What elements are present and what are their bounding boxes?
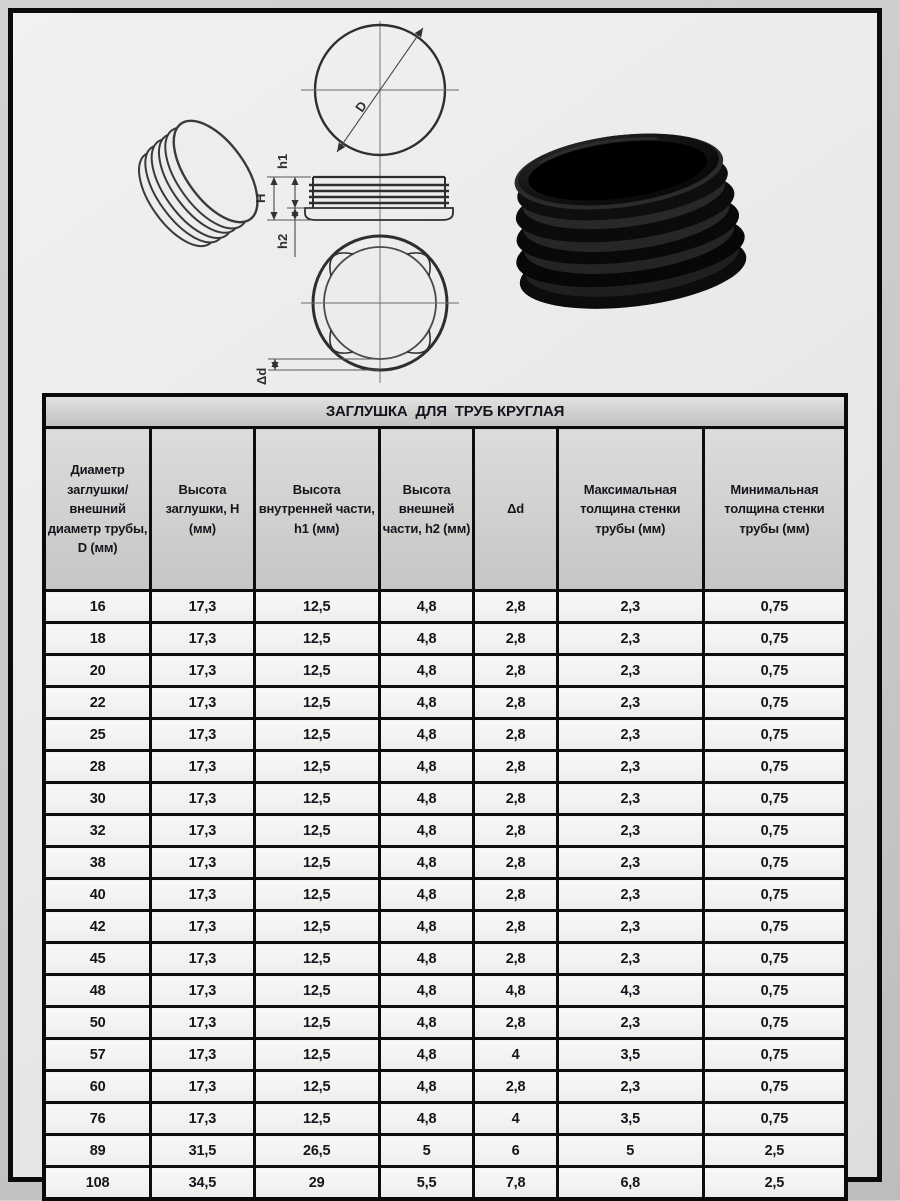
column-header: Максимальная толщина стенки трубы (мм) (557, 428, 703, 591)
table-row (44, 847, 846, 879)
table-cell: 3,5 (557, 1039, 703, 1071)
table-cell: 2,5 (703, 1135, 846, 1167)
table-row (44, 687, 846, 719)
table-cell: 16 (44, 591, 151, 623)
table-cell: 0,75 (703, 1007, 846, 1039)
table-cell: 12,5 (254, 975, 379, 1007)
table-cell: 4,8 (379, 815, 474, 847)
table-cell: 6 (474, 1135, 557, 1167)
table-body (44, 591, 846, 1200)
table-cell: 4,8 (379, 687, 474, 719)
table-cell: 4,8 (379, 1071, 474, 1103)
table-cell: 57 (44, 1039, 151, 1071)
table-cell: 4,8 (379, 623, 474, 655)
table-cell: 12,5 (254, 591, 379, 623)
table-cell: 0,75 (703, 847, 846, 879)
table-cell: 2,8 (474, 655, 557, 687)
table-row (44, 783, 846, 815)
table-cell: 2,3 (557, 847, 703, 879)
table-row (44, 975, 846, 1007)
table-cell: 4,8 (379, 655, 474, 687)
table-row (44, 655, 846, 687)
table-cell: 2,3 (557, 943, 703, 975)
table-cell: 4,8 (379, 1007, 474, 1039)
table-cell: 5 (557, 1135, 703, 1167)
table-cell: 5,5 (379, 1167, 474, 1200)
table-cell: 2,8 (474, 719, 557, 751)
table-cell: 2,3 (557, 783, 703, 815)
table-cell: 4,8 (474, 975, 557, 1007)
table-cell: 20 (44, 655, 151, 687)
table-cell: 12,5 (254, 623, 379, 655)
table-row (44, 1103, 846, 1135)
table-cell: 12,5 (254, 847, 379, 879)
table-cell: 25 (44, 719, 151, 751)
table-cell: 3,5 (557, 1103, 703, 1135)
table-cell: 0,75 (703, 623, 846, 655)
table-cell: 2,3 (557, 719, 703, 751)
table-cell: 18 (44, 623, 151, 655)
table-cell: 17,3 (151, 911, 254, 943)
table-cell: 4,8 (379, 847, 474, 879)
table-cell: 60 (44, 1071, 151, 1103)
table-cell: 12,5 (254, 1007, 379, 1039)
table-cell: 2,8 (474, 815, 557, 847)
table-cell: 0,75 (703, 591, 846, 623)
table-row (44, 1071, 846, 1103)
table-cell: 17,3 (151, 975, 254, 1007)
table-row (44, 943, 846, 975)
table-cell: 2,8 (474, 943, 557, 975)
table-cell: 2,8 (474, 623, 557, 655)
table-row (44, 1167, 846, 1200)
table-cell: 22 (44, 687, 151, 719)
table-cell: 2,8 (474, 879, 557, 911)
table-cell: 17,3 (151, 687, 254, 719)
table-cell: 12,5 (254, 751, 379, 783)
table-cell: 40 (44, 879, 151, 911)
table-cell: 4,8 (379, 975, 474, 1007)
table-cell: 31,5 (151, 1135, 254, 1167)
table-cell: 17,3 (151, 815, 254, 847)
table-row (44, 1135, 846, 1167)
table-row (44, 591, 846, 623)
table-cell: 17,3 (151, 623, 254, 655)
table-cell: 2,8 (474, 911, 557, 943)
table-cell: 17,3 (151, 1071, 254, 1103)
plug-photo (502, 122, 751, 321)
table-cell: 17,3 (151, 1007, 254, 1039)
table-cell: 5 (379, 1135, 474, 1167)
table-row (44, 751, 846, 783)
table-cell: 48 (44, 975, 151, 1007)
table-row (44, 623, 846, 655)
isometric-cap-drawing (122, 107, 274, 262)
table-title: ЗАГЛУШКА ДЛЯ ТРУБ КРУГЛАЯ (44, 395, 846, 428)
table-cell: 108 (44, 1167, 151, 1200)
column-header: Минимальная толщина стенки трубы (мм) (703, 428, 846, 591)
table-cell: 0,75 (703, 911, 846, 943)
table-cell: 4 (474, 1103, 557, 1135)
table-cell: 30 (44, 783, 151, 815)
table-cell: 76 (44, 1103, 151, 1135)
table-cell: 12,5 (254, 1039, 379, 1071)
table-cell: 4,8 (379, 879, 474, 911)
table-cell: 12,5 (254, 655, 379, 687)
table-cell: 4,8 (379, 943, 474, 975)
table-cell: 17,3 (151, 655, 254, 687)
table-cell: 0,75 (703, 943, 846, 975)
table-cell: 4,8 (379, 1103, 474, 1135)
table-cell: 12,5 (254, 719, 379, 751)
table-cell: 12,5 (254, 911, 379, 943)
table-cell: 2,3 (557, 591, 703, 623)
table-cell: 4,8 (379, 719, 474, 751)
table-cell: 2,3 (557, 1071, 703, 1103)
table-cell: 4,8 (379, 591, 474, 623)
table-cell: 2,3 (557, 687, 703, 719)
column-header: Высота внутренней части, h1 (мм) (254, 428, 379, 591)
table-cell: 2,5 (703, 1167, 846, 1200)
table-cell: 38 (44, 847, 151, 879)
table-row (44, 1039, 846, 1071)
table-row (44, 911, 846, 943)
table-cell: 0,75 (703, 687, 846, 719)
dim-label-delta-d: Δd (254, 367, 269, 385)
table-cell: 2,8 (474, 847, 557, 879)
table-cell: 12,5 (254, 879, 379, 911)
bottom-view-drawing (254, 233, 459, 385)
table-cell: 2,3 (557, 655, 703, 687)
dim-label-h2: h2 (275, 233, 290, 249)
table-cell: 2,3 (557, 879, 703, 911)
spec-table (42, 393, 848, 1201)
table-cell: 2,8 (474, 1007, 557, 1039)
technical-drawing-area (13, 13, 877, 393)
table-cell: 17,3 (151, 751, 254, 783)
table-row (44, 879, 846, 911)
table-cell: 42 (44, 911, 151, 943)
table-cell: 12,5 (254, 1103, 379, 1135)
table-cell: 7,8 (474, 1167, 557, 1200)
table-cell: 0,75 (703, 975, 846, 1007)
table-cell: 17,3 (151, 847, 254, 879)
table-cell: 4,8 (379, 751, 474, 783)
table-cell: 4,8 (379, 783, 474, 815)
table-cell: 6,8 (557, 1167, 703, 1200)
table-row (44, 1007, 846, 1039)
table-cell: 2,3 (557, 751, 703, 783)
table-cell: 12,5 (254, 1071, 379, 1103)
table-cell: 28 (44, 751, 151, 783)
table-cell: 4,8 (379, 911, 474, 943)
table-cell: 0,75 (703, 719, 846, 751)
table-cell: 0,75 (703, 879, 846, 911)
table-cell: 2,3 (557, 623, 703, 655)
column-header: Δd (474, 428, 557, 591)
table-cell: 2,8 (474, 783, 557, 815)
column-header: Диаметр заглушки/ внешний диаметр трубы, D (мм) (44, 428, 151, 591)
table-cell: 50 (44, 1007, 151, 1039)
column-header: Высота заглушки, H (мм) (151, 428, 254, 591)
table-cell: 4 (474, 1039, 557, 1071)
table-cell: 12,5 (254, 783, 379, 815)
table-cell: 2,3 (557, 1007, 703, 1039)
dim-label-D: D (352, 98, 370, 115)
table-cell: 0,75 (703, 1103, 846, 1135)
table-cell: 45 (44, 943, 151, 975)
table-cell: 17,3 (151, 1039, 254, 1071)
table-cell: 4,3 (557, 975, 703, 1007)
dim-label-h1: h1 (275, 153, 290, 169)
table-cell: 17,3 (151, 591, 254, 623)
table-cell: 2,8 (474, 591, 557, 623)
table-cell: 2,3 (557, 815, 703, 847)
table-header-row (44, 428, 846, 591)
table-cell: 17,3 (151, 719, 254, 751)
table-row (44, 719, 846, 751)
table-cell: 17,3 (151, 879, 254, 911)
table-cell: 0,75 (703, 783, 846, 815)
table-cell: 0,75 (703, 655, 846, 687)
table-cell: 12,5 (254, 815, 379, 847)
table-cell: 34,5 (151, 1167, 254, 1200)
table-cell: 0,75 (703, 1071, 846, 1103)
table-cell: 2,3 (557, 911, 703, 943)
table-title-row (44, 395, 846, 428)
table-cell: 2,8 (474, 1071, 557, 1103)
table-cell: 32 (44, 815, 151, 847)
table-row (44, 815, 846, 847)
drawing-svg (13, 13, 877, 393)
table-cell: 4,8 (379, 1039, 474, 1071)
page-frame (8, 8, 882, 1191)
table-cell: 26,5 (254, 1135, 379, 1167)
table-cell: 12,5 (254, 943, 379, 975)
table-cell: 2,8 (474, 751, 557, 783)
table-cell: 12,5 (254, 687, 379, 719)
table-cell: 29 (254, 1167, 379, 1200)
table-cell: 0,75 (703, 751, 846, 783)
table-cell: 0,75 (703, 815, 846, 847)
dim-label-H: H (253, 193, 268, 203)
table-cell: 2,8 (474, 687, 557, 719)
table-cell: 17,3 (151, 783, 254, 815)
table-cell: 0,75 (703, 1039, 846, 1071)
table-cell: 89 (44, 1135, 151, 1167)
table-cell: 17,3 (151, 943, 254, 975)
column-header: Высота внешней части, h2 (мм) (379, 428, 474, 591)
table-cell: 17,3 (151, 1103, 254, 1135)
